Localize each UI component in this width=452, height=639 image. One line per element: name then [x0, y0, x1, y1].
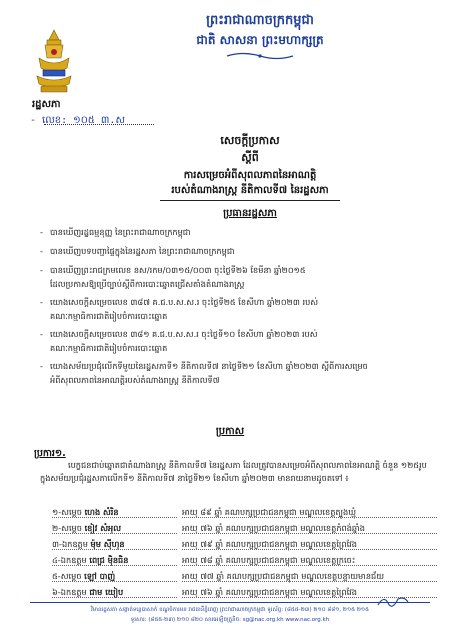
reference-number: - លេខ: ១០៥ ៣.ស: [30, 115, 125, 126]
article-text: បេក្ខជនជាប់ឆ្នោតជាតំណាងរាស្ត្រ នីតិកាលទី៧ នៃរដ្ឋសភា ដែលត្រូវបានសម្រេចអំពីសុពលភាពនៃអាណត្តិ ចំនួន ១២៥រូប ក្នុងសម័យប្រជុំរដ្ឋសភាលើកទី១ នីតិកាលទី៧ នាថ្ងៃទី២១ ខែសីហា ឆ្នាំ២០២៣ មានរាយនាមដូចតទៅ ៖: [40, 460, 427, 483]
motto-heading: ជាតិ សាសនា ព្រះមហាក្សត្រ: [196, 33, 324, 47]
recital-item: - យោងសម័យប្រជុំលើកទីមួយនៃរដ្ឋសភាទី១ នីតិកាលទី៧ នាថ្ងៃទី២១ ខែសីហា ឆ្នាំ២០២៣ ស្តីពីការសម្រេច: [40, 361, 368, 371]
title-subject-label: ស្តីពី: [241, 151, 259, 164]
article-label: ប្រការ១.: [34, 448, 66, 459]
footer-contact: ទូរសារ: (៨៥៥-២៣) ២១០ ៨២០ សារអេឡិចត្រូនិច: sg@nac.org.kh www.nac.org.kh: [130, 617, 330, 623]
title-subject-line1: ការសម្រេចអំពីសុពលភាពនៃអាណត្តិ: [183, 170, 317, 181]
recital-item: - យោងសេចក្តីសម្រេចលេខ ៣៨១ គ.ជ.ប.ស.ស.រ ចុះថ្ងៃទី១០ ខែសីហា ឆ្នាំ២០២៣ របស់: [40, 329, 318, 339]
footer-divider: [30, 602, 430, 603]
kingdom-heading: ព្រះរាជាណាចក្រកម្ពុជា: [206, 13, 314, 28]
organization-name: រដ្ឋសភា: [32, 99, 61, 110]
reference-underline: [44, 124, 154, 125]
recital-item-continued: អំពីសុពលភាពនៃអាណត្តិរបស់តំណាងរាស្ត្រ នីតិកាលទី៧: [50, 375, 220, 385]
recital-item-continued: គណៈកម្មាធិការជាតិរៀបចំការបោះឆ្នោត: [50, 311, 168, 321]
member-row: ២-សម្តេច ខៀវ សំអុល អាយុ ៧៦ ឆ្នាំ គណបក្សប្រជាជនកម្ពុជា មណ្ឌលខេត្តកំពង់ឆ្នាំង: [52, 521, 442, 535]
document-title: សេចក្តីប្រកាស: [220, 134, 280, 147]
national-assembly-emblem-icon: [33, 28, 75, 96]
member-row: ៥-សម្តេច ឡៅ បាញ់ អាយុ ៧៧ ឆ្នាំ គណបក្សប្រជាជនកម្ពុជា មណ្ឌលខេត្តបន្ទាយមានជ័យ: [52, 569, 442, 583]
title-divider: [160, 200, 340, 201]
recital-item-continued: គណៈកម្មាធិការជាតិរៀបចំការបោះឆ្នោត: [50, 343, 168, 353]
chair-heading: ប្រធានរដ្ឋសភា: [223, 208, 277, 219]
header-ornament-icon: [225, 51, 295, 61]
footer-address: វិមានរដ្ឋសភា សង្កាត់ទន្លេបាសាក់ ខណ្ឌចំការមន រាជធានីភ្នំពេញ ព្រះរាជាណាចក្រកម្ពុជា ទូរស័ព្ទ: (៨៥៥-២៣) ២១០ ៨៨១, ២១៥ ២១៥: [91, 607, 369, 613]
member-row: ៣-ឯកឧត្តម ម៉ុម ស៊ីហុន អាយុ ៧៩ ឆ្នាំ គណបក្សប្រជាជនកម្ពុជា មណ្ឌលខេត្តព្រៃវែង: [52, 537, 442, 551]
title-subject-line2: របស់តំណាងរាស្ត្រ នីតិកាលទី៧ នៃរដ្ឋសភា: [171, 185, 329, 196]
member-row: ៤-ឯកឧត្តម ពេជ្រ ម៉ិនធិន អាយុ ៧៨ ឆ្នាំ គណបក្សប្រជាជនកម្ពុជា មណ្ឌលខេត្តក្រចេះ: [52, 553, 442, 567]
recital-item: - បានឃើញបទបញ្ជាផ្ទៃក្នុងនៃរដ្ឋសភា នៃព្រះរាជាណាចក្រកម្ពុជា: [40, 246, 235, 256]
recital-item: - យោងសេចក្តីសម្រេចលេខ ៣៨៧ គ.ជ.ប.ស.ស.រ ចុះថ្ងៃទី២៥ ខែសីហា ឆ្នាំ២០២៣ របស់: [40, 297, 319, 307]
recital-item-continued: ដែលប្រកាសឱ្យប្រើច្បាប់ស្តីពីការបោះឆ្នោតជ្រើសតាំងតំណាងរាស្ត្រ: [50, 279, 245, 289]
member-row: ១-សម្តេច ហេង សំរិន អាយុ ៨៩ ឆ្នាំ គណបក្សប្រជាជនកម្ពុជា មណ្ឌលខេត្តត្បូងឃ្មុំ: [52, 505, 442, 519]
announce-heading: ប្រកាស: [215, 426, 245, 437]
member-row: ៦-ឯកឧត្តម ជាម យៀប អាយុ ៧៦ ឆ្នាំ គណបក្សប្រជាជនកម្ពុជា មណ្ឌលខេត្តព្រៃវែង: [52, 585, 442, 599]
recital-item: - បានឃើញរដ្ឋធម្មនុញ្ញ នៃព្រះរាជាណាចក្រកម្ពុជា: [40, 227, 191, 237]
recital-item: - បានឃើញព្រះរាជក្រមលេខ នស/រកម/០៣១៥/០០៣ ចុះថ្ងៃទី២៦ ខែមីនា ឆ្នាំ២០១៥: [40, 265, 306, 275]
